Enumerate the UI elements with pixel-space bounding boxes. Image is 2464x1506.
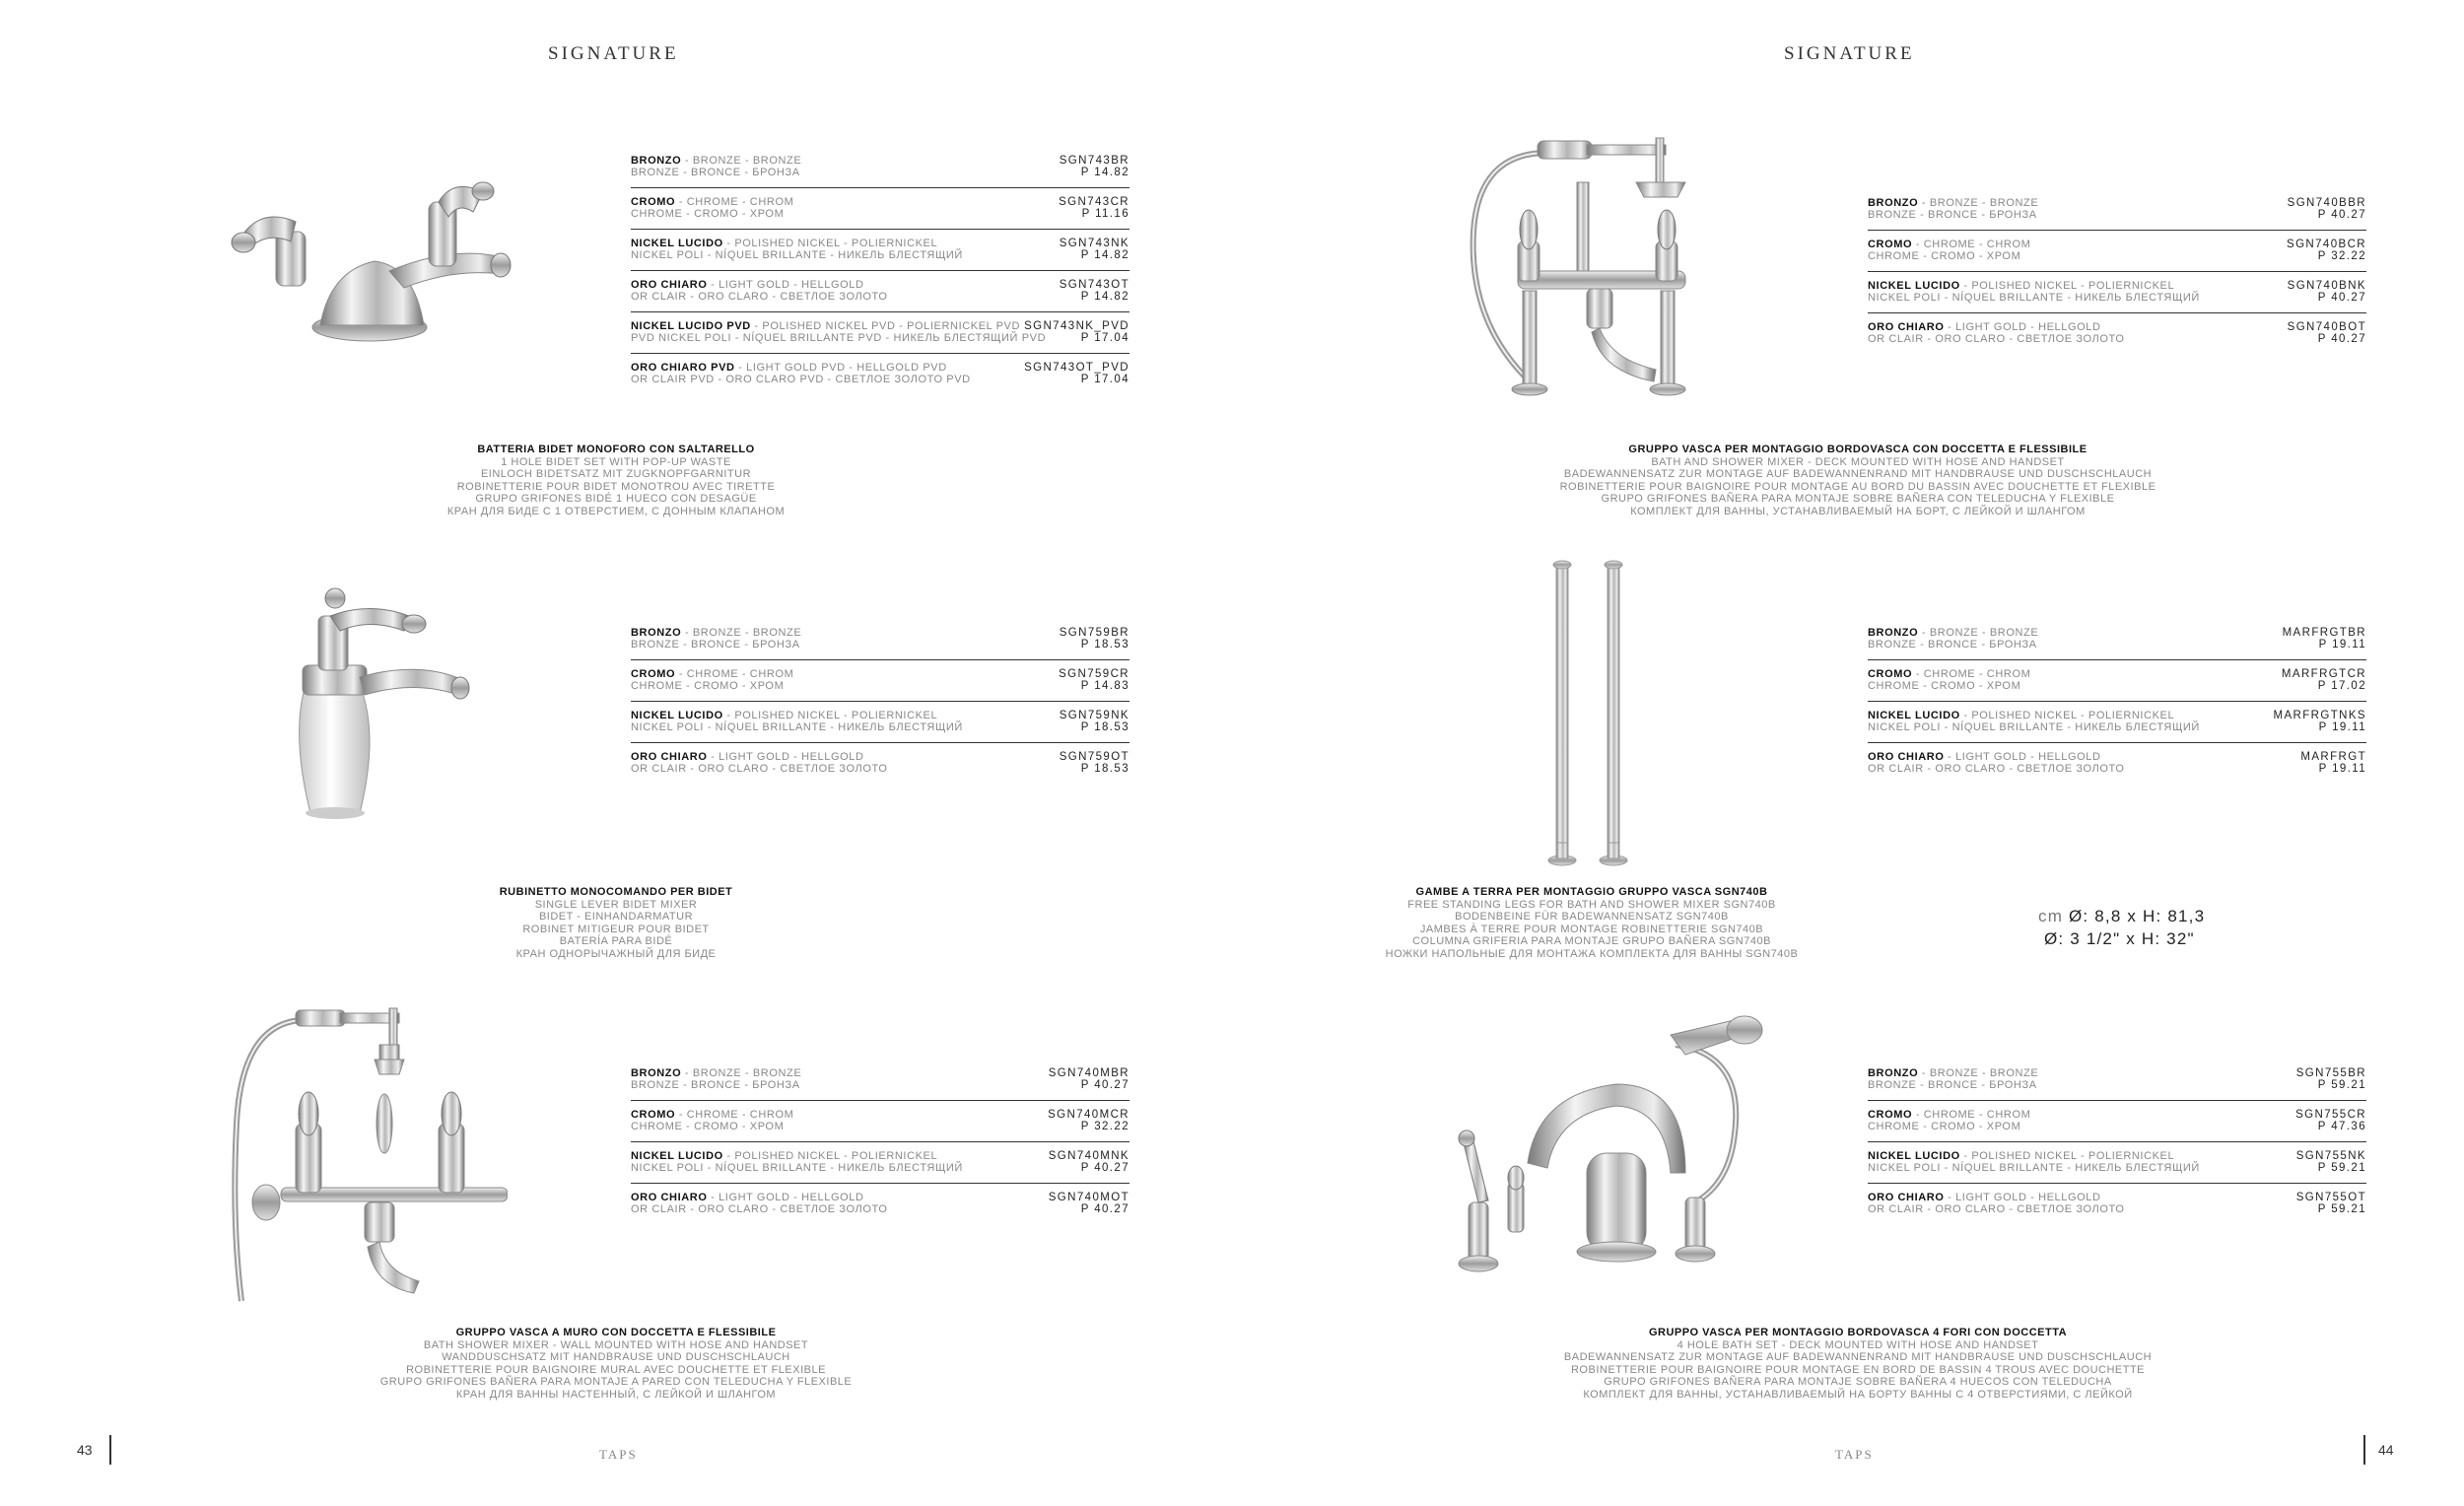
table-row: NICKEL LUCIDO - POLISHED NICKEL - POLIERNICKEL NICKEL POLI - NÍQUEL BRILLANTE - НИКЕЛЬ БЛЕСТЯЩИЙ SGN755NK P 59.21 xyxy=(1868,1142,2366,1184)
table-row: CROMO - CHROME - CHROM CHROME - CROMO - ХРОМ SGN755CR P 47.36 xyxy=(1868,1101,2366,1142)
table-row: BRONZO - BRONZE - BRONZE BRONZE - BRONCE - БРОНЗА SGN755BR P 59.21 xyxy=(1868,1060,2366,1101)
product-price: P 59.21 xyxy=(2317,1162,2366,1174)
product-title: GAMBE A TERRA PER MONTAGGIO GRUPPO VASCA SGN740B xyxy=(1415,886,1768,898)
table-row: CROMO - CHROME - CHROM CHROME - CROMO - ХРОМ SGN740BCR P 32.22 xyxy=(1868,231,2366,272)
table-row: BRONZO - BRONZE - BRONZE BRONZE - BRONCE - БРОНЗА SGN740MBR P 40.27 xyxy=(631,1060,1129,1101)
product-code: SGN759BR xyxy=(1059,627,1129,639)
product-code: SGN755CR xyxy=(2295,1109,2366,1121)
product-title: GRUPPO VASCA A MURO CON DOCCETTA E FLESSIBILE xyxy=(455,1327,777,1338)
product-title: GRUPPO VASCA PER MONTAGGIO BORDOVASCA 4 FORI CON DOCCETTA xyxy=(1648,1327,2068,1338)
product-price: P 14.82 xyxy=(1080,291,1129,303)
table-row: ORO CHIARO - LIGHT GOLD - HELLGOLD OR CLAIR - ORO CLARO - СВЕТЛОЕ ЗОЛОТО SGN759OT P 18.53 xyxy=(631,751,1129,775)
product-code: SGN743BR xyxy=(1059,155,1129,167)
product-code: SGN759OT xyxy=(1059,751,1129,763)
product-price: P 59.21 xyxy=(2317,1079,2366,1091)
product-price: P 19.11 xyxy=(2318,639,2366,650)
product-price: P 17.02 xyxy=(2317,680,2366,692)
right-page-header: SIGNATURE xyxy=(1784,43,1915,64)
product-code: SGN755NK xyxy=(2295,1150,2366,1162)
table-row: ORO CHIARO - LIGHT GOLD - HELLGOLD OR CLAIR - ORO CLARO - СВЕТЛОЕ ЗОЛОТО SGN755OT P 59.21 xyxy=(1868,1192,2366,1215)
product-price: P 40.27 xyxy=(1080,1203,1129,1215)
product-title: RUBINETTO MONOCOMANDO PER BIDET xyxy=(499,886,733,898)
dimensions-metric: Ø: 8,8 x H: 81,3 xyxy=(2068,907,2206,925)
product-price: P 11.16 xyxy=(1081,208,1129,220)
product-code: SGN759NK xyxy=(1059,710,1129,721)
product-price: P 40.27 xyxy=(2317,292,2366,304)
product-code: SGN743NK xyxy=(1059,238,1129,249)
deck-bath-shower-mixer-icon xyxy=(1390,123,1838,427)
table-row: ORO CHIARO - LIGHT GOLD - HELLGOLD OR CLAIR - ORO CLARO - СВЕТЛОЕ ЗОЛОТО SGN740MOT P 40.27 xyxy=(631,1192,1129,1215)
four-hole-bath-set-icon xyxy=(1449,1015,1774,1286)
table-row: NICKEL LUCIDO - POLISHED NICKEL - POLIERNICKEL NICKEL POLI - NÍQUEL BRILLANTE - НИКЕЛЬ БЛЕСТЯЩИЙ MARFRGTNKS P 19.11 xyxy=(1868,702,2366,743)
product-caption: GRUPPO VASCA PER MONTAGGIO BORDOVASCA 4 FORI CON DOCCETTA 4 HOLE BATH SET - DECK MOUNTED WITH HOSE AND HANDSET BADEWANNENSATZ ZUR MONTAGE AUF BADEWANNENRAND MIT HANDBRAUSE UND DUSCHSCHLAUCH ROBINETTERIE POUR BAIGNOIRE POUR MONTAGE EN BORD DE BASSIN 4 TROUS AVEC DOUCHETTE GRUPO GRIFONES BAÑERA PARA MONTAJE SOBRE BAÑERA 4 HUECOS CON TELEDUCHA КОМПЛЕКТ ДЛЯ ВАННЫ, УСТАНАВЛИВАЕМЫЙ НА БОРТУ ВАННЫ С 4 ОТВЕРСТИЯМИ, С ЛЕЙКОЙ xyxy=(1513,1327,2203,1402)
product-table xyxy=(631,1060,1129,1224)
product-table xyxy=(631,147,1129,394)
table-row: ORO CHIARO PVD - LIGHT GOLD PVD - HELLGOLD PVD OR CLAIR PVD - ORO CLARO PVD - СВЕТЛОЕ ЗОЛОТО PVD SGN743OT_PVD P 17.04 xyxy=(631,362,1129,385)
product-price: P 14.82 xyxy=(1080,249,1129,261)
product-code: SGN743OT_PVD xyxy=(1024,362,1129,374)
product-title: GRUPPO VASCA PER MONTAGGIO BORDOVASCA CON DOCCETTA E FLESSIBILE xyxy=(1628,444,2088,455)
product-table xyxy=(631,619,1129,784)
product-caption: RUBINETTO MONOCOMANDO PER BIDET SINGLE LEVER BIDET MIXER BIDET - EINHANDARMATUR ROBINET MITIGEUR POUR BIDET BATERÍA PARA BIDÉ КРАН ОДНОРЫЧАЖНЫЙ ДЛЯ БИДЕ xyxy=(394,886,838,961)
page-number: 43 xyxy=(77,1442,93,1458)
table-row: NICKEL LUCIDO - POLISHED NICKEL - POLIERNICKEL NICKEL POLI - NÍQUEL BRILLANTE - НИКЕЛЬ БЛЕСТЯЩИЙ SGN759NK P 18.53 xyxy=(631,702,1129,743)
table-row: BRONZO - BRONZE - BRONZE BRONZE - BRONCE - БРОНЗА MARFRGTBR P 19.11 xyxy=(1868,619,2366,660)
table-row: CROMO - CHROME - CHROM CHROME - CROMO - ХРОМ SGN759CR P 14.83 xyxy=(631,660,1129,702)
product-price: P 17.04 xyxy=(1080,374,1129,385)
product-table xyxy=(1868,1060,2366,1224)
product-caption: GRUPPO VASCA A MURO CON DOCCETTA E FLESSIBILE BATH SHOWER MIXER - WALL MOUNTED WITH HOSE AND HANDSET WANDDUSCHSATZ MIT HANDBRAUSE UND DUSCHSCHLAUCH ROBINETTERIE POUR BAIGNOIRE MURAL AVEC DOUCHETTE ET FLEXIBLE GRUPO GRIFONES BAÑERA PARA MONTAJE A PARED CON TELEDUCHA Y FLEXIBLE КРАН ДЛЯ ВАННЫ НАСТЕННЫЙ, С ЛЕЙКОЙ И ШЛАНГОМ xyxy=(335,1327,897,1402)
table-row: BRONZO - BRONZE - BRONZE BRONZE - BRONCE - БРОНЗА SGN743BR P 14.82 xyxy=(631,147,1129,188)
product-code: SGN740BOT xyxy=(2287,321,2366,333)
footer-section-label: TAPS xyxy=(1835,1447,1874,1462)
product-price: P 40.27 xyxy=(1080,1079,1129,1091)
product-code: SGN740MOT xyxy=(1048,1192,1129,1203)
bidet-mixer-two-handle-icon xyxy=(202,177,527,355)
product-code: SGN743CR xyxy=(1059,196,1129,208)
product-caption: BATTERIA BIDET MONOFORO CON SALTARELLO 1 HOLE BIDET SET WITH POP-UP WASTE EINLOCH BIDETSATZ MIT ZUGKNOPFGARNITUR ROBINETTERIE POUR BIDET MONOTROU AVEC TIRETTE GRUPO GRIFONES BIDÉ 1 HUECO CON DESAGÜE КРАН ДЛЯ БИДЕ С 1 ОТВЕРСТИЕМ, С ДОННЫМ КЛАПАНОМ xyxy=(394,444,838,518)
product-code: SGN740MBR xyxy=(1048,1067,1129,1079)
table-row: CROMO - CHROME - CHROM CHROME - CROMO - ХРОМ SGN740MCR P 32.22 xyxy=(631,1101,1129,1142)
dimensions-unit: cm xyxy=(2038,907,2069,925)
product-price: P 32.22 xyxy=(2317,250,2366,262)
table-row: NICKEL LUCIDO - POLISHED NICKEL - POLIERNICKEL NICKEL POLI - NÍQUEL BRILLANTE - НИКЕЛЬ БЛЕСТЯЩИЙ SGN743NK P 14.82 xyxy=(631,230,1129,271)
product-price: P 18.53 xyxy=(1080,721,1129,733)
product-price: P 32.22 xyxy=(1080,1121,1129,1132)
product-price: P 18.53 xyxy=(1080,639,1129,650)
page-number: 44 xyxy=(2378,1442,2394,1458)
footer-divider xyxy=(2363,1435,2365,1465)
table-row: NICKEL LUCIDO PVD - POLISHED NICKEL PVD - POLIERNICKEL PVD PVD NICKEL POLI - NÍQUEL BRILLANTE PVD - НИКЕЛЬ БЛЕСТЯЩИЙ PVD SGN743NK_PVD P 17.04 xyxy=(631,312,1129,354)
product-price: P 40.27 xyxy=(1080,1162,1129,1174)
product-table xyxy=(1868,189,2366,354)
table-row: BRONZO - BRONZE - BRONZE BRONZE - BRONCE - БРОНЗА SGN740BBR P 40.27 xyxy=(1868,189,2366,231)
product-price: P 17.04 xyxy=(1080,332,1129,344)
table-row: CROMO - CHROME - CHROM CHROME - CROMO - ХРОМ MARFRGTCR P 17.02 xyxy=(1868,660,2366,702)
table-row: CROMO - CHROME - CHROM CHROME - CROMO - ХРОМ SGN743CR P 11.16 xyxy=(631,188,1129,230)
product-price: P 14.83 xyxy=(1080,680,1129,692)
table-row: ORO CHIARO - LIGHT GOLD - HELLGOLD OR CLAIR - ORO CLARO - СВЕТЛОЕ ЗОЛОТО SGN743OT P 14.82 xyxy=(631,271,1129,312)
table-row: ORO CHIARO - LIGHT GOLD - HELLGOLD OR CLAIR - ORO CLARO - СВЕТЛОЕ ЗОЛОТО MARFRGT P 19.11 xyxy=(1868,751,2366,775)
product-code: MARFRGTCR xyxy=(2281,668,2366,680)
product-table xyxy=(1868,619,2366,784)
product-price: P 40.27 xyxy=(2317,333,2366,345)
footer-section-label: TAPS xyxy=(599,1447,638,1462)
footer-divider xyxy=(109,1435,111,1465)
product-title: BATTERIA BIDET MONOFORO CON SALTARELLO xyxy=(477,444,755,455)
product-code: SGN755OT xyxy=(2295,1192,2366,1203)
dimensions xyxy=(2038,905,2205,950)
product-price: P 40.27 xyxy=(2317,209,2366,221)
product-code: SGN740BCR xyxy=(2287,239,2366,250)
table-row: ORO CHIARO - LIGHT GOLD - HELLGOLD OR CLAIR - ORO CLARO - СВЕТЛОЕ ЗОЛОТО SGN740BOT P 40.27 xyxy=(1868,321,2366,345)
product-price: P 47.36 xyxy=(2317,1121,2366,1132)
floor-standing-legs-icon xyxy=(1533,557,1641,867)
product-price: P 14.82 xyxy=(1080,167,1129,178)
product-code: SGN740MNK xyxy=(1048,1150,1129,1162)
table-row: NICKEL LUCIDO - POLISHED NICKEL - POLIERNICKEL NICKEL POLI - NÍQUEL BRILLANTE - НИКЕЛЬ БЛЕСТЯЩИЙ SGN740BNK P 40.27 xyxy=(1868,272,2366,313)
table-row: BRONZO - BRONZE - BRONZE BRONZE - BRONCE - БРОНЗА SGN759BR P 18.53 xyxy=(631,619,1129,660)
product-price: P 19.11 xyxy=(2318,763,2366,775)
product-code: SGN740MCR xyxy=(1048,1109,1129,1121)
dimensions-imperial: Ø: 3 1/2" x H: 32" xyxy=(2044,929,2195,948)
product-code: SGN755BR xyxy=(2295,1067,2366,1079)
product-code: MARFRGTNKS xyxy=(2273,710,2366,721)
table-row: NICKEL LUCIDO - POLISHED NICKEL - POLIERNICKEL NICKEL POLI - NÍQUEL BRILLANTE - НИКЕЛЬ БЛЕСТЯЩИЙ SGN740MNK P 40.27 xyxy=(631,1142,1129,1184)
product-price: P 19.11 xyxy=(2318,721,2366,733)
wall-bath-shower-mixer-icon xyxy=(182,1005,508,1311)
product-code: MARFRGTBR xyxy=(2282,627,2366,639)
product-code: SGN740BNK xyxy=(2287,280,2366,292)
product-code: SGN743OT xyxy=(1059,279,1129,291)
product-code: SGN743NK_PVD xyxy=(1024,320,1129,332)
single-lever-bidet-mixer-icon xyxy=(251,586,478,823)
product-code: SGN759CR xyxy=(1059,668,1129,680)
product-price: P 59.21 xyxy=(2317,1203,2366,1215)
product-caption: GRUPPO VASCA PER MONTAGGIO BORDOVASCA CON DOCCETTA E FLESSIBILE BATH AND SHOWER MIXER - DECK MOUNTED WITH HOSE AND HANDSET BADEWANNENSATZ ZUR MONTAGE AUF BADEWANNENRAND MIT HANDBRAUSE UND DUSCHSCHLAUCH ROBINETTERIE POUR BAIGNOIRE POUR MONTAGE AU BORD DU BASSIN AVEC DOUCHETTE ET FLEXIBLE GRUPO GRIFONES BAÑERA PARA MONTAJE SOBRE BAÑERA CON TELEDUCHA Y FLEXIBLE КОМПЛЕКТ ДЛЯ ВАННЫ, УСТАНАВЛИВАЕМЫЙ НА БОРТ, С ЛЕЙКОЙ И ШЛАНГОМ xyxy=(1513,444,2203,518)
product-price: P 18.53 xyxy=(1080,763,1129,775)
left-page-header: SIGNATURE xyxy=(548,43,679,64)
product-code: SGN740BBR xyxy=(2287,197,2366,209)
product-caption: GAMBE A TERRA PER MONTAGGIO GRUPPO VASCA SGN740B FREE STANDING LEGS FOR BATH AND SHOWER MIXER SGN740B BODENBEINE FÜR BADEWANNENSATZ SGN740B JAMBES À TERRE POUR MONTAGE ROBINETTERIE SGN740B COLUMNA GRIFERIA PARA MONTAJE GRUPO BAÑERA SGN740B НОЖКИ НАПОЛЬНЫЕ ДЛЯ МОНТАЖА КОМПЛЕКТА ДЛЯ ВАННЫ SGN740B xyxy=(1345,886,1838,961)
product-code: MARFRGT xyxy=(2300,751,2366,763)
